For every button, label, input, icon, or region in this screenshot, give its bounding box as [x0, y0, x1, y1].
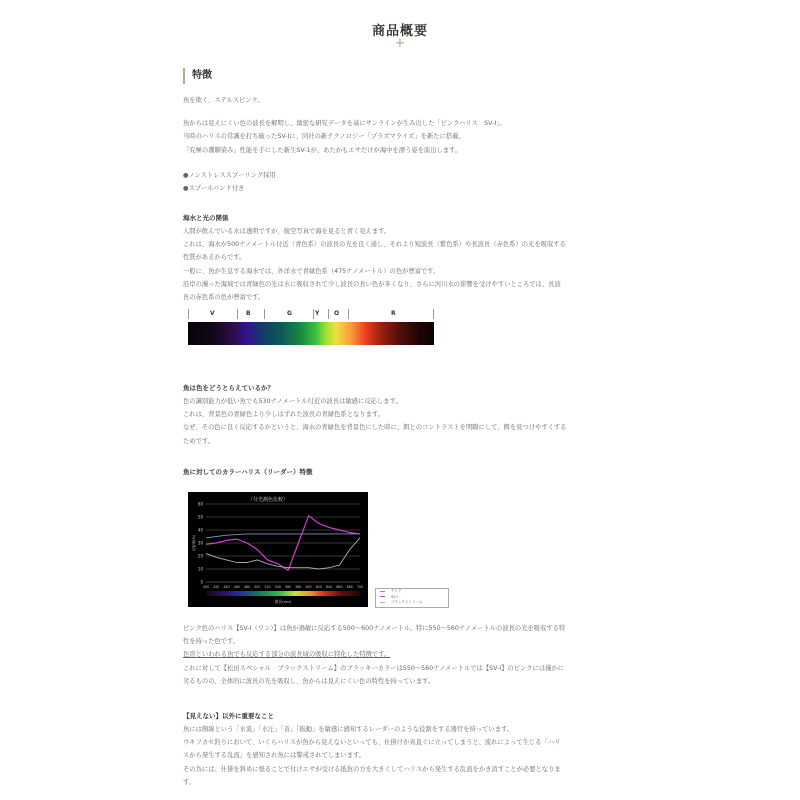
text-line: なぜ、その色に良く反応するかというと、海水の青緑色を背景色にした時に、餌とのコントラストを明瞭にして、餌を見つけやすくする	[183, 424, 567, 432]
text-line: す。	[183, 778, 196, 786]
spectrum-gradient	[188, 322, 434, 345]
legend-item: ブラックストリーム	[376, 600, 448, 606]
legend-item: SV-Ⅰ	[376, 595, 448, 601]
svg-text:700: 700	[356, 585, 364, 589]
text-line: ためです。	[183, 437, 214, 445]
section-chart-heading	[183, 466, 313, 479]
spectrum-label-r: R	[391, 310, 396, 317]
bullet-item: ●ノンストレススプーリング採用	[183, 171, 276, 179]
features-heading: 特徴	[183, 68, 623, 84]
spectrum-label-o: O	[334, 310, 340, 317]
svg-text:50: 50	[197, 514, 203, 520]
spectral-chart	[188, 492, 368, 607]
text-line: 人間が飲んでいる水は透明ですが、航空写真で海を見ると青く見えます。	[183, 228, 391, 235]
svg-text:0: 0	[200, 579, 203, 585]
section-heading: 魚に対してのカラーハリス（リーダー）特徴	[183, 468, 313, 476]
legend-item: クリア	[376, 589, 448, 595]
svg-text:反射率(%): 反射率(%)	[192, 534, 196, 552]
svg-text:60: 60	[197, 501, 203, 507]
text-line: 色の識別能力が低い魚でも530ナノメートル付近の波長は敏感に反応します。	[183, 398, 402, 405]
text-line: これに対して【松田スペシャル ブラックストリーム】のブラッキーカラーは550～560ナノメートルでは【SV-Ⅰ】のピンクには僅かに	[183, 664, 565, 672]
underlined-text: 色盲といわれる魚でも反応する部分の波長域の吸収に特化した特徴です。	[183, 651, 391, 659]
svg-text:20: 20	[197, 553, 203, 559]
svg-text:420: 420	[213, 585, 220, 589]
svg-text:480: 480	[244, 585, 251, 589]
svg-text:520: 520	[264, 585, 271, 589]
svg-text:（分光測色比較）: （分光測色比較）	[247, 497, 289, 503]
bullet-item: ●スプールバンド付き	[183, 185, 245, 193]
text-line: ウキフカセ釣りにおいて、いくらハリスが魚から見えないといっても、仕掛けが真直ぐに立ってしまうと、流れによって生じる「ハリ	[183, 739, 561, 747]
text-line: 沿岸の濁った海域では青緑色の光は水に吸収されて少し波長の長い色が多くなり、さらに河川水の影響を受けやすいところでは、長波	[183, 280, 561, 288]
svg-text:620: 620	[315, 585, 322, 589]
svg-text:40: 40	[197, 527, 203, 533]
text-line: 長の赤色系の色が豊富です。	[183, 294, 265, 302]
svg-text:400: 400	[202, 585, 210, 589]
feature-paragraph: 魚からは見えにくい色の波長を解明し、緻密な研究データを基にサンラインが生み出した「ピンクハリス SV-Ⅰ」。	[183, 120, 506, 128]
svg-text:30: 30	[197, 540, 203, 546]
text-line: これは、海水が500ナノメートル付近（青色系）の波長の光を良く通し、それより短波長（紫色系）や長波長（赤色系）の光を吸収する	[183, 241, 566, 249]
spectrum-label-g: G	[287, 310, 292, 317]
svg-text:500: 500	[254, 585, 261, 589]
tagline: 魚を欺く、ステルスピンク。	[183, 97, 264, 104]
svg-text:660: 660	[336, 585, 343, 589]
svg-text:600: 600	[305, 585, 312, 589]
section-pink	[183, 622, 633, 688]
svg-text:580: 580	[295, 585, 302, 589]
section-heading: 【見えない】以外に重要なこと	[183, 712, 274, 720]
section-heading: 海水と光の関係	[183, 214, 229, 222]
feature-paragraph: 当時のハリスの常識を打ち破ったSV-Ⅰに、同社の新テクノロジー「プラズマライズ」を新たに搭載。	[183, 133, 465, 141]
section-fish-color	[183, 382, 633, 448]
svg-text:460: 460	[233, 585, 240, 589]
svg-text:440: 440	[223, 585, 230, 589]
text-line: 性を持った色です。	[183, 638, 240, 646]
feature-paragraph: 「究極の潮馴染み」性能を手にした新生SV-1が、あたかもエサだけが海中を漂う姿を演出します。	[183, 146, 462, 154]
spectrum-label-v: V	[210, 310, 215, 317]
color-spectrum	[188, 309, 434, 345]
spectrum-label-b: B	[246, 310, 251, 317]
product-overview-content	[183, 68, 623, 195]
text-line: 性質があるからです。	[183, 254, 246, 262]
spectrum-label-y: Y	[315, 310, 320, 317]
text-line: これは、背景色の青緑色より少しはずれた波長の青緑色系となります。	[183, 411, 384, 419]
plus-icon: +	[394, 36, 406, 51]
text-line: 一般に、魚が生息する海水では、外洋水で青緑色系（475ナノメートル）の色が豊富です。	[183, 267, 440, 275]
text-line: ピンク色のハリス【SV-Ⅰ（ワン）】は魚が過敏に反応する500～600ナノメートル。特に550～560ナノメートルの波長の光を吸収する特	[183, 625, 566, 632]
svg-text:560: 560	[285, 585, 292, 589]
text-line: スから発生する乱流」を感知され魚には警戒されてしまいます。	[183, 752, 366, 760]
svg-text:640: 640	[326, 585, 333, 589]
text-line: 魚には側線という「水流」「水圧」「音」「振動」を敏感に感知するレーダーのような役割をする器官を持っています。	[183, 726, 514, 733]
svg-text:680: 680	[346, 585, 353, 589]
section-invisible	[183, 710, 633, 789]
section-light	[183, 212, 633, 304]
text-line: その為には、仕掛を斜めに張ることで付けエサが受ける抵抗の方を大きくしてハリスから発生する乱流をかき消すことが必要となりま	[183, 765, 561, 773]
line-chart	[188, 492, 368, 607]
section-heading: 魚は色をどうとらえているか？	[183, 384, 274, 392]
svg-text:波長(nm): 波長(nm)	[274, 599, 292, 604]
chart-legend	[375, 588, 449, 608]
text-line: 劣るものの、全体的に波長の光を吸収し、魚からは見えにくい色の特性を持っています。	[183, 677, 435, 685]
svg-text:10: 10	[197, 566, 203, 572]
page-title: 商品概要	[371, 24, 428, 39]
svg-text:540: 540	[274, 585, 281, 589]
